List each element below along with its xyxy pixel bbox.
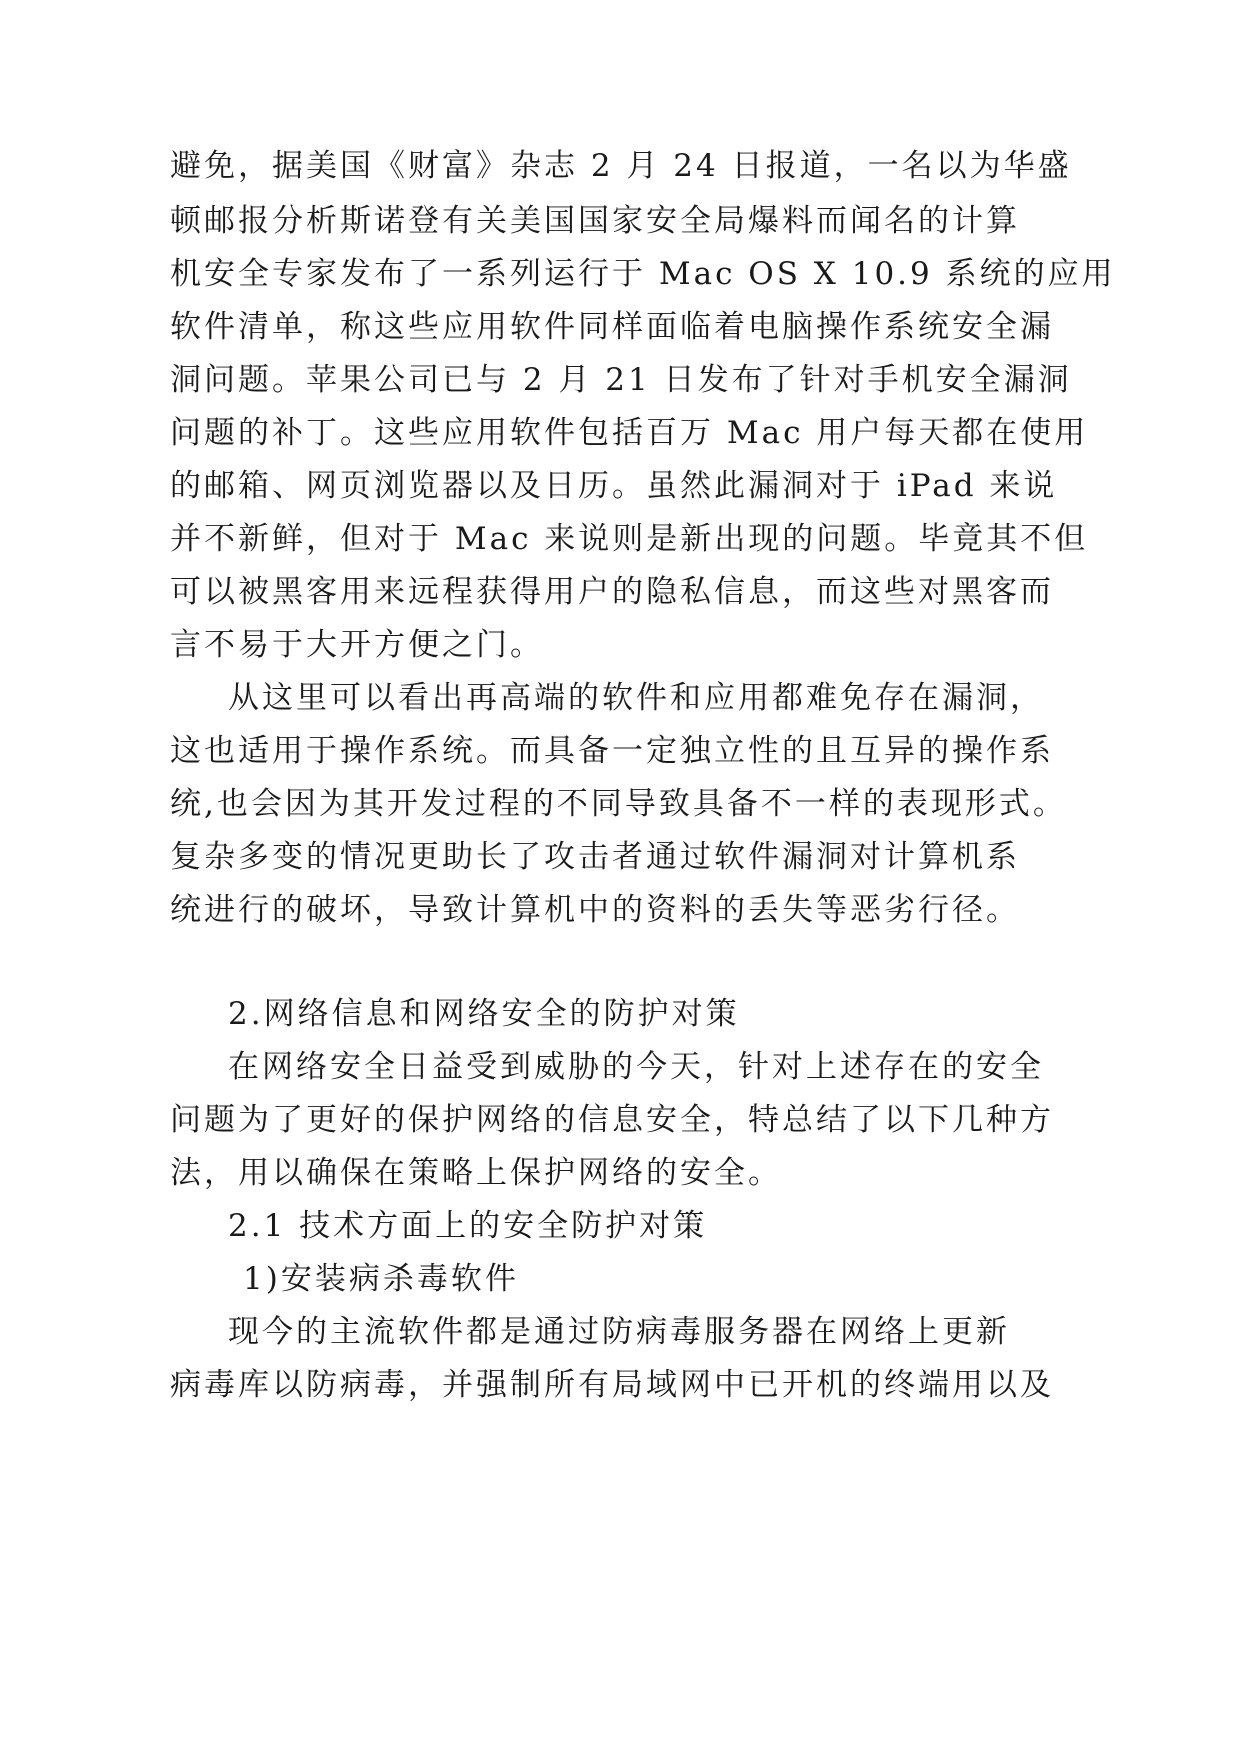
text-line: 问题为了更好的保护网络的信息安全，特总结了以下几种方 bbox=[170, 1102, 1054, 1138]
text-line: 统进行的破坏，导致计算机中的资料的丢失等恶劣行径。 bbox=[170, 892, 1020, 928]
text-line: 的邮箱、网页浏览器以及日历。虽然此漏洞对于 iPad 来说 bbox=[170, 468, 1058, 504]
text-line: 避免，据美国《财富》杂志 2 月 24 日报道，一名以为华盛 bbox=[170, 148, 1072, 184]
paragraph-first-line: 在网络安全日益受到威胁的今天，针对上述存在的安全 bbox=[228, 1049, 1044, 1085]
paragraph-first-line: 从这里可以看出再高端的软件和应用都难免存在漏洞， bbox=[228, 680, 1044, 716]
text-line: 洞问题。苹果公司已与 2 月 21 日发布了针对手机安全漏洞 bbox=[170, 362, 1072, 398]
text-line: 言不易于大开方便之门。 bbox=[170, 627, 544, 663]
text-line: 病毒库以防病毒，并强制所有局域网中已开机的终端用以及 bbox=[170, 1367, 1054, 1403]
list-item-heading: 1)安装病杀毒软件 bbox=[243, 1261, 519, 1297]
text-line: 并不新鲜，但对于 Mac 来说则是新出现的问题。毕竟其不但 bbox=[170, 521, 1089, 557]
text-line: 这也适用于操作系统。而具备一定独立性的且互异的操作系 bbox=[170, 733, 1054, 769]
subsection-heading: 2.1 技术方面上的安全防护对策 bbox=[228, 1208, 708, 1244]
text-line: 问题的补丁。这些应用软件包括百万 Mac 用户每天都在使用 bbox=[170, 415, 1089, 451]
text-line: 法，用以确保在策略上保护网络的安全。 bbox=[170, 1155, 782, 1191]
text-line: 软件清单，称这些应用软件同样面临着电脑操作系统安全漏 bbox=[170, 309, 1054, 345]
text-line: 顿邮报分析斯诺登有关美国国家安全局爆料而闻名的计算 bbox=[170, 203, 1020, 239]
section-heading: 2.网络信息和网络安全的防护对策 bbox=[228, 996, 740, 1032]
text-line: 复杂多变的情况更助长了攻击者通过软件漏洞对计算机系 bbox=[170, 839, 1020, 875]
paragraph-first-line: 现今的主流软件都是通过防病毒服务器在网络上更新 bbox=[228, 1314, 1010, 1350]
text-line: 统,也会因为其开发过程的不同导致具备不一样的表现形式。 bbox=[170, 786, 1067, 822]
text-line: 机安全专家发布了一系列运行于 Mac OS X 10.9 系统的应用 bbox=[170, 256, 1116, 292]
text-line: 可以被黑客用来远程获得用户的隐私信息，而这些对黑客而 bbox=[170, 574, 1054, 610]
